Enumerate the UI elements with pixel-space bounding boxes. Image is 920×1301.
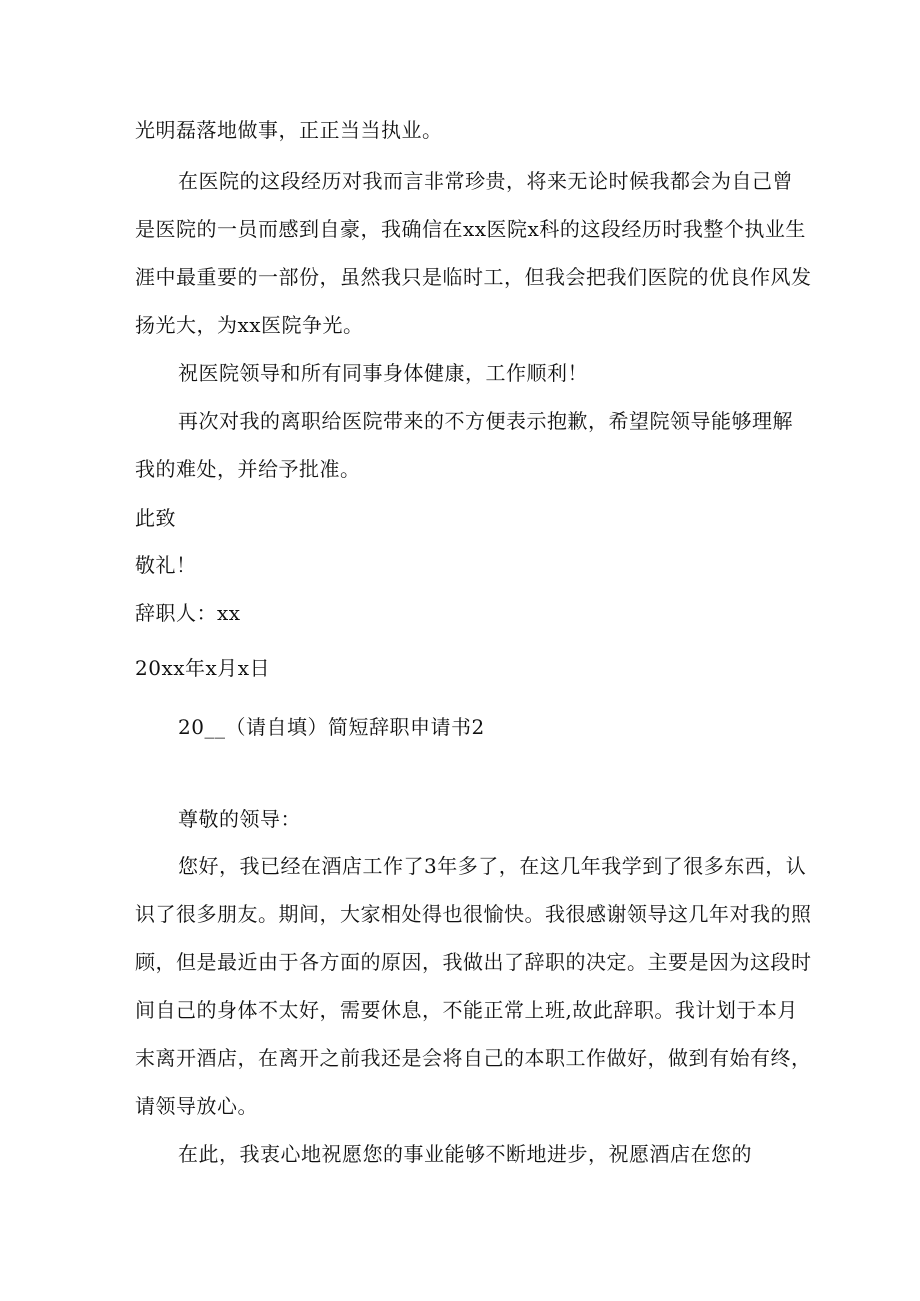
paragraph-line: 祝医院领导和所有同事身体健康，工作顺利！ [178,361,588,385]
letter-title: 20__（请自填）简短辞职申请书2 [178,715,485,739]
closing-line: 敬礼！ [135,553,197,577]
paragraph-line: 识了很多朋友。期间，大家相处得也很愉快。我很感谢领导这几年对我的照 [135,902,812,926]
continuation-line: 光明磊落地做事，正正当当执业。 [135,118,443,142]
paragraph-line: 顾，但是最近由于各方面的原因，我做出了辞职的决定。主要是因为这段时 [135,950,812,974]
salutation: 尊敬的领导： [178,807,301,831]
paragraph-line: 扬光大，为xx医院争光。 [135,313,364,337]
paragraph-line: 涯中最重要的一部份，虽然我只是临时工，但我会把我们医院的优良作风发 [135,265,812,289]
paragraph-line: 我的难处，并给予批准。 [135,457,361,481]
paragraph-line: 在医院的这段经历对我而言非常珍贵，将来无论时候我都会为自己曾 [178,169,793,193]
paragraph-line: 在此，我衷心地祝愿您的事业能够不断地进步，祝愿酒店在您的 [178,1142,752,1166]
paragraph-line: 间自己的身体不太好，需要休息，不能正常上班,故此辞职。我计划于本月 [135,998,798,1022]
paragraph-line: 是医院的一员而感到自豪，我确信在xx医院x科的这段经历时我整个执业生 [135,217,806,241]
paragraph-line: 再次对我的离职给医院带来的不方便表示抱歉，希望院领导能够理解 [178,409,793,433]
signer-line: 辞职人：xx [135,601,241,625]
paragraph-line: 您好，我已经在酒店工作了3年多了，在这几年我学到了很多东西，认 [178,854,807,878]
paragraph-line: 末离开酒店，在离开之前我还是会将自己的本职工作做好，做到有始有终， [135,1046,812,1070]
date-line: 20xx年x月x日 [135,656,271,680]
paragraph-line: 请领导放心。 [135,1094,258,1118]
closing-line: 此致 [135,506,176,530]
